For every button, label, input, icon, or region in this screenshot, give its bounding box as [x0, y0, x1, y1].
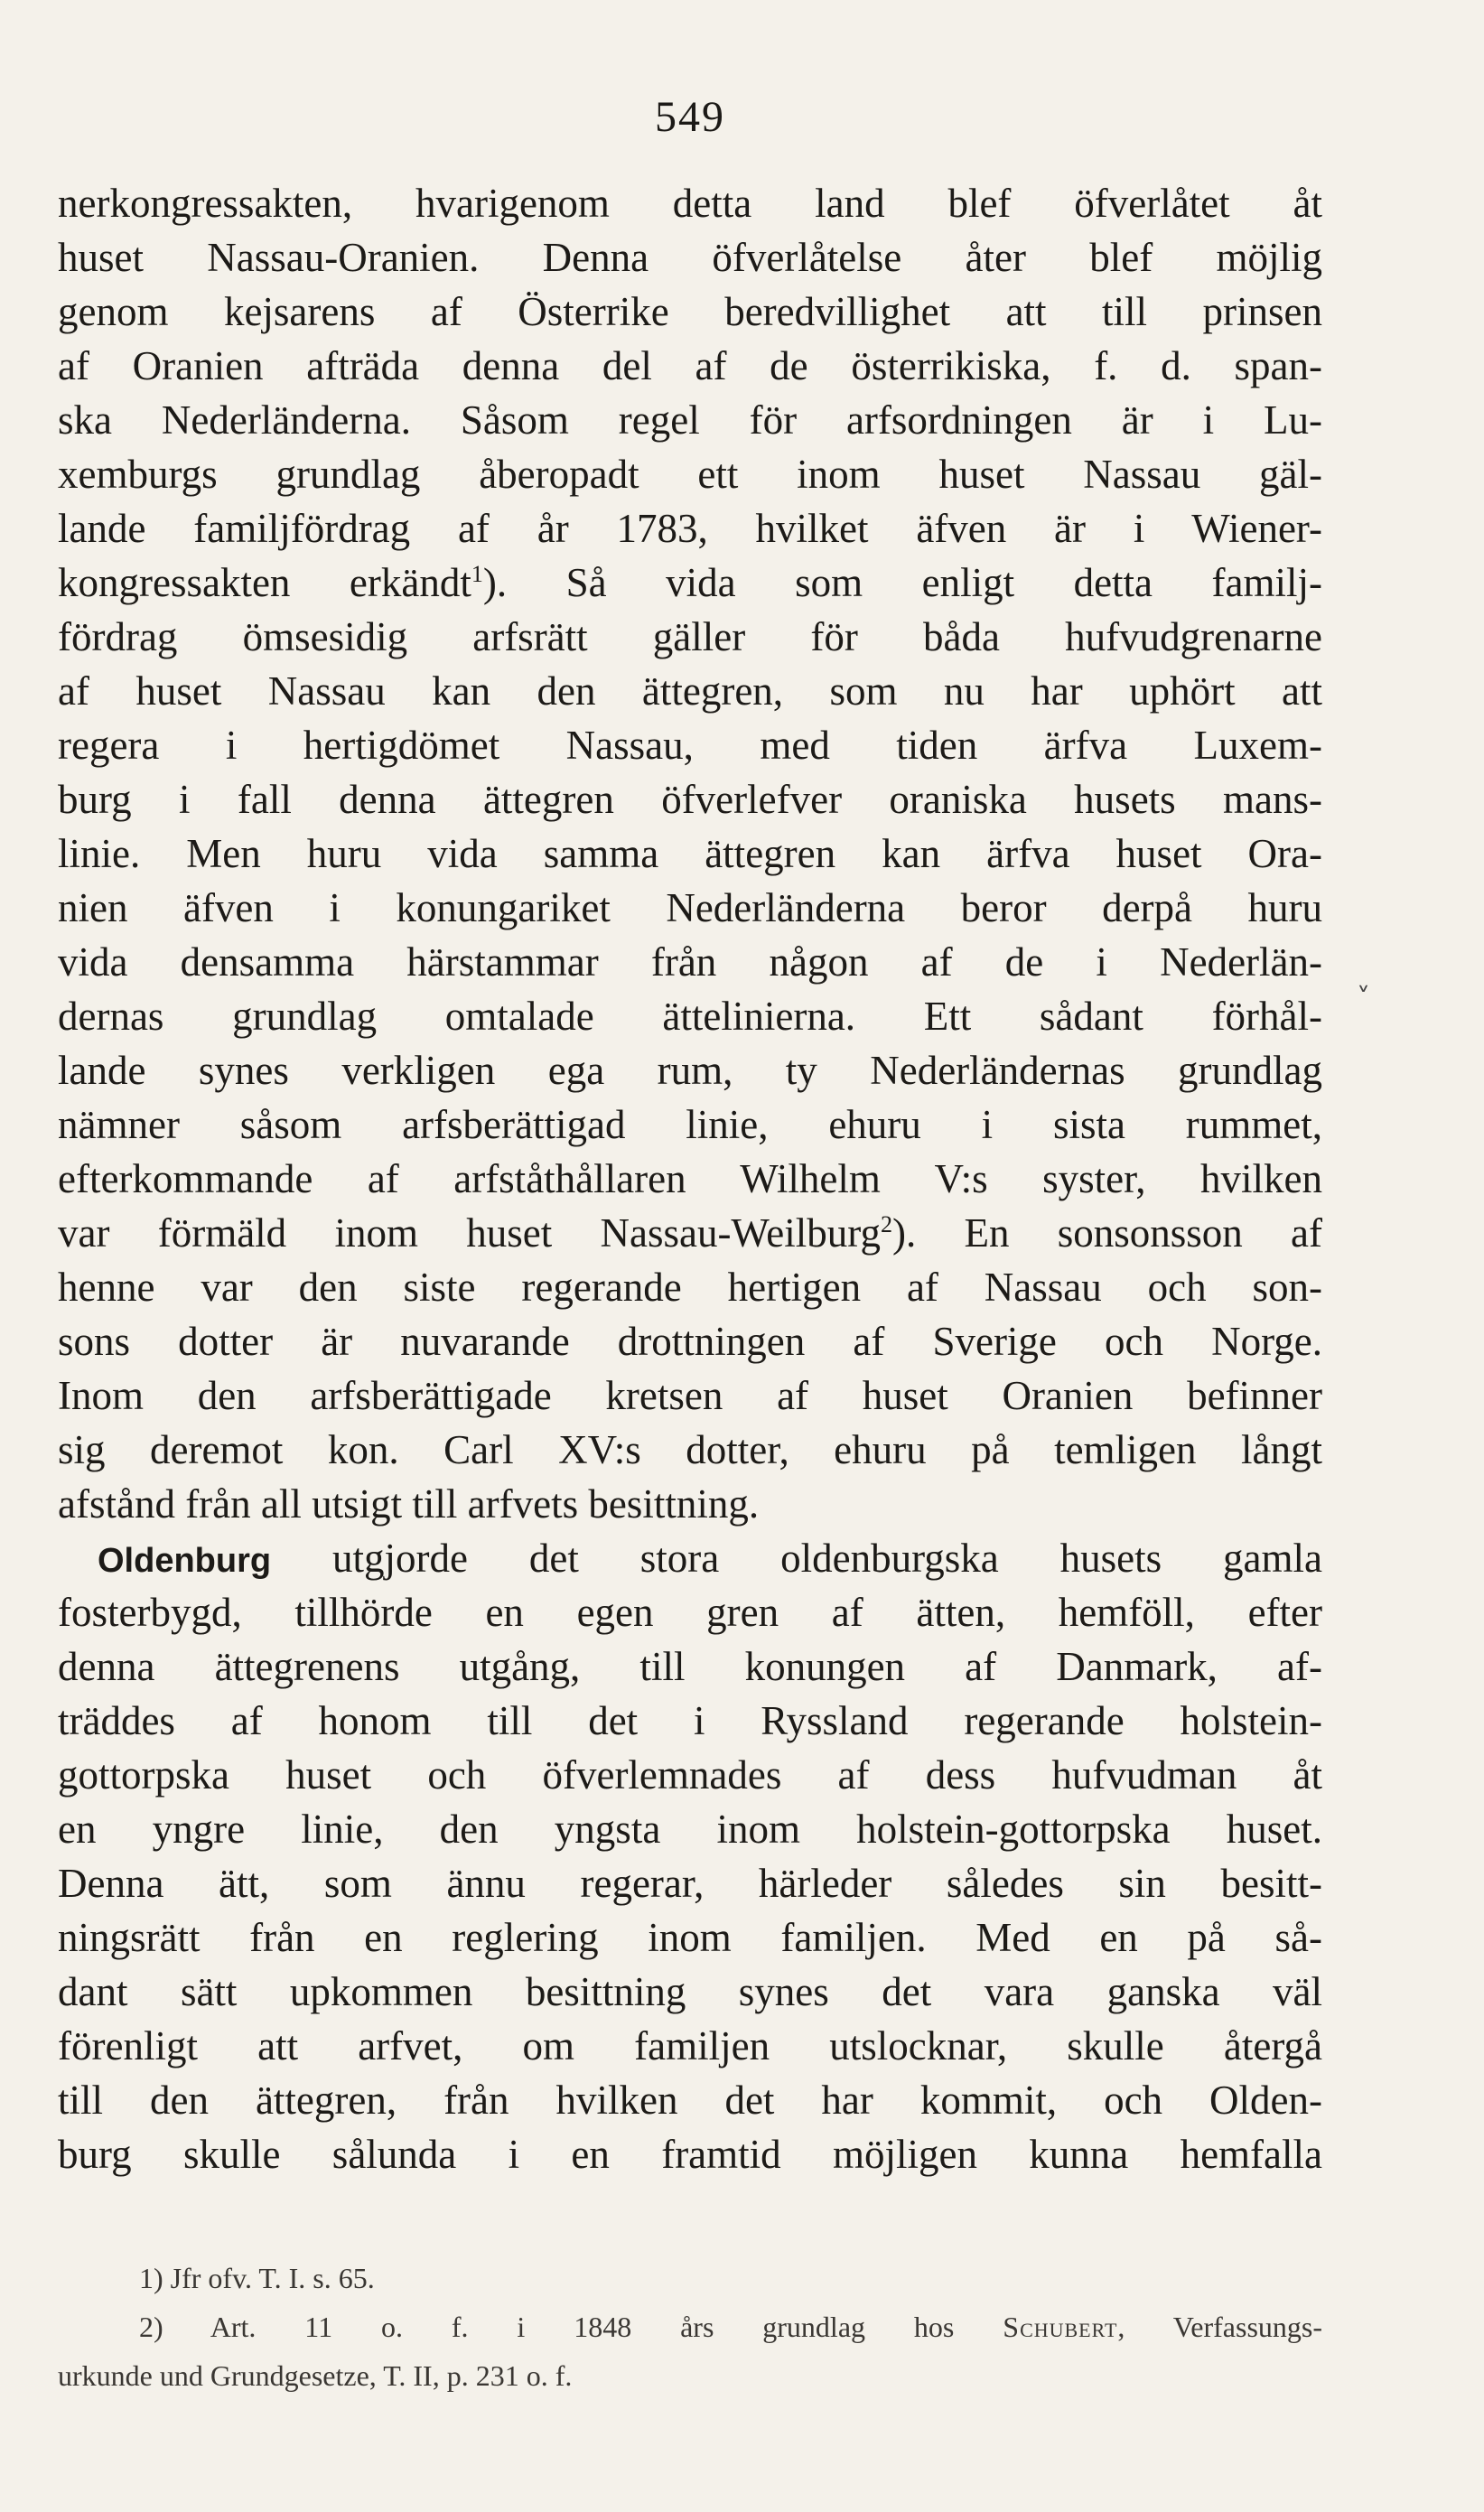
text-line: dernas grundlag omtalade ättelinierna. Ett sådant förhål-: [58, 994, 1322, 1039]
text-line: nien äfven i konungariket Nederländerna beror derpå huru: [58, 885, 1322, 930]
text-line: efterkommande af arfståthållaren Wilhelm V:s syster, hvilken: [58, 1156, 1322, 1201]
footnote-text: , Verfassungs-: [1117, 2311, 1323, 2343]
text-segment: utgjorde det stora oldenburgska husets gamla: [271, 1536, 1322, 1581]
text-segment: kongressakten erkändt: [58, 560, 471, 605]
margin-mark: ˅: [1357, 983, 1370, 1014]
text-line: af Oranien afträda denna del af de österrikiska, f. d. span-: [58, 343, 1322, 388]
footnote-text: 2) Art. 11 o. f. i 1848 års grundlag hos: [139, 2311, 955, 2343]
text-line: burg i fall denna ättegren öfverlefver oraniska husets mans-: [58, 777, 1322, 822]
text-line: lande familjfördrag af år 1783, hvilket äfven är i Wiener-: [58, 506, 1322, 551]
text-line: nämner såsom arfsberättigad linie, ehuru i sista rummet,: [58, 1102, 1322, 1147]
text-line: burg skulle sålunda i en framtid möjligen kunna hemfalla: [58, 2132, 1322, 2177]
section-keyword: Oldenburg: [98, 1542, 272, 1580]
footnote-2: [58, 2302, 1322, 2351]
page-number: 549: [655, 93, 725, 141]
text-line: fosterbygd, tillhörde en egen gren af ätten, hemföll, efter: [58, 1590, 1322, 1635]
text-line: regera i hertigdömet Nassau, med tiden ärfva Luxem-: [58, 723, 1322, 768]
text-segment: ). En sonsonsson af: [891, 1210, 1323, 1256]
text-line: dant sätt upkommen besittning synes det vara ganska väl: [58, 1969, 1322, 2014]
footnote-1: 1) Jfr ofv. T. I. s. 65.: [139, 2262, 375, 2294]
text-line: lande synes verkligen ega rum, ty Nederländernas grundlag: [58, 1048, 1322, 1093]
text-line: linie. Men huru vida samma ättegren kan ärfva huset Ora-: [58, 831, 1322, 876]
text-line: Denna ätt, som ännu regerar, härleder således sin besitt-: [58, 1861, 1322, 1906]
footnote-ref: 2: [880, 1211, 892, 1237]
footnotes: [58, 2254, 1322, 2400]
text-line: träddes af honom till det i Ryssland regerande holstein-: [58, 1698, 1322, 1743]
text-line: afstånd från all utsigt till arfvets besittning.: [58, 1481, 760, 1527]
text-line: huset Nassau-Oranien. Denna öfverlåtelse åter blef möjlig: [58, 235, 1322, 280]
text-line: xemburgs grundlag åberopadt ett inom huset Nassau gäl-: [58, 452, 1322, 497]
text-line: gottorpska huset och öfverlemnades af dess hufvudman åt: [58, 1752, 1322, 1798]
footnote-author: Schubert: [1003, 2311, 1118, 2343]
text-line: sig deremot kon. Carl XV:s dotter, ehuru på temligen långt: [58, 1427, 1322, 1472]
text-line: af huset Nassau kan den ättegren, som nu har uphört att: [58, 668, 1322, 714]
text-line: genom kejsarens af Österrike beredvillighet att till prinsen: [58, 289, 1322, 334]
text-segment: var förmäld inom huset Nassau-Weilburg: [58, 1210, 881, 1256]
text-segment: ). Så vida som enligt detta familj-: [482, 560, 1322, 605]
text-line: [58, 1206, 1322, 1260]
text-line: [58, 556, 1322, 610]
body-text: [58, 176, 1322, 2181]
text-line: Inom den arfsberättigade kretsen af huset Oranien befinner: [58, 1373, 1322, 1418]
text-line: ska Nederländerna. Såsom regel för arfsordningen är i Lu-: [58, 397, 1322, 443]
text-line: henne var den siste regerande hertigen af Nassau och son-: [58, 1265, 1322, 1310]
text-line: [58, 1531, 1322, 1585]
text-line: nerkongressakten, hvarigenom detta land blef öfverlåtet åt: [58, 181, 1322, 226]
text-line: förenligt att arfvet, om familjen utslocknar, skulle återgå: [58, 2023, 1322, 2068]
text-line: till den ättegren, från hvilken det har kommit, och Olden-: [58, 2078, 1322, 2123]
footnote-2-continued: urkunde und Grundgesetze, T. II, p. 231 o. f.: [58, 2359, 573, 2392]
text-line: denna ättegrenens utgång, till konungen af Danmark, af-: [58, 1644, 1322, 1689]
text-line: ningsrätt från en reglering inom familjen. Med en på så-: [58, 1915, 1322, 1960]
text-line: fördrag ömsesidig arfsrätt gäller för båda hufvudgrenarne: [58, 614, 1322, 659]
text-line: sons dotter är nuvarande drottningen af Sverige och Norge.: [58, 1319, 1322, 1364]
text-line: vida densamma härstammar från någon af de i Nederlän-: [58, 939, 1322, 985]
text-line: en yngre linie, den yngsta inom holstein-gottorpska huset.: [58, 1807, 1322, 1852]
footnote-ref: 1: [471, 561, 483, 587]
